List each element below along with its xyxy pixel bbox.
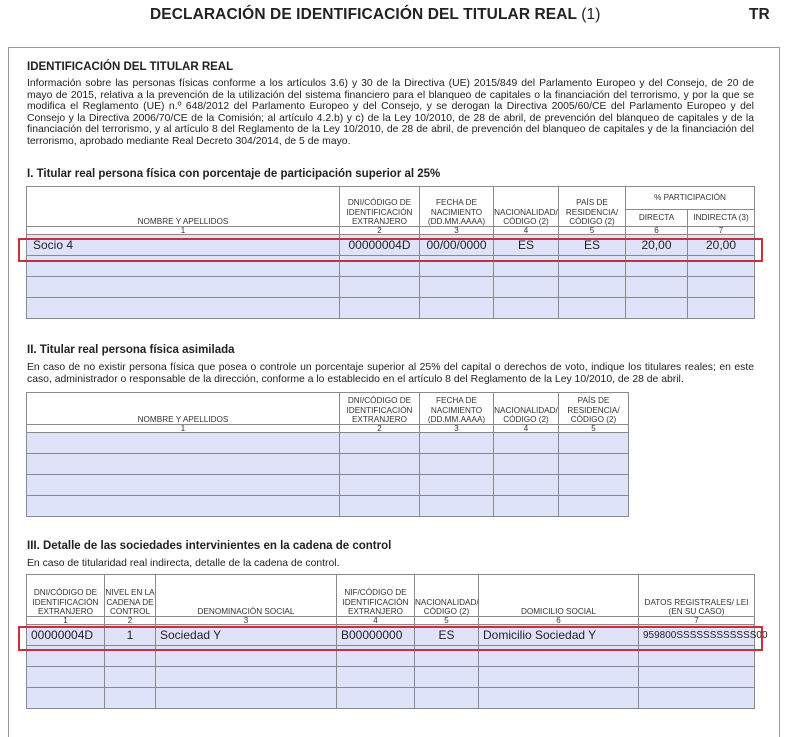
form-code: TR xyxy=(749,6,770,23)
s2-header-nationality: NACIONALIDAD/ CÓDIGO (2) xyxy=(494,393,559,425)
s3-level-field[interactable] xyxy=(105,646,156,667)
s1-dni-field[interactable] xyxy=(340,298,420,319)
s1-indirect-field[interactable] xyxy=(688,256,755,277)
s3-address-field[interactable] xyxy=(479,646,639,667)
s2-table-row xyxy=(27,454,629,475)
s3-registry-field[interactable] xyxy=(639,646,755,667)
s3-nationality-field[interactable] xyxy=(415,688,479,709)
s3-registry-field[interactable]: 959800SSSSSSSSSSSS00 xyxy=(639,625,755,646)
s2-name-field[interactable] xyxy=(27,496,340,517)
s3-nif-field[interactable] xyxy=(337,667,415,688)
s2-dni-field[interactable] xyxy=(340,454,420,475)
s3-address-field[interactable]: Domicilio Sociedad Y xyxy=(479,625,639,646)
s3-col-number: 3 xyxy=(156,617,337,625)
s2-header-country: PAÍS DE RESIDENCIA/ CÓDIGO (2) xyxy=(559,393,629,425)
s1-direct-field[interactable] xyxy=(626,298,688,319)
s3-nationality-field[interactable] xyxy=(415,646,479,667)
page-title xyxy=(150,6,601,24)
s2-nationality-field[interactable] xyxy=(494,475,559,496)
s2-col-number: 4 xyxy=(494,425,559,433)
s1-col-number: 6 xyxy=(626,227,688,235)
s3-col-number: 6 xyxy=(479,617,639,625)
s1-col-number: 7 xyxy=(688,227,755,235)
s1-header-birth: FECHA DE NACIMIENTO (DD.MM.AAAA) xyxy=(420,187,494,227)
s2-name-field[interactable] xyxy=(27,433,340,454)
s1-indirect-field[interactable] xyxy=(688,298,755,319)
s1-nationality-field[interactable] xyxy=(494,298,559,319)
s3-col-number: 1 xyxy=(27,617,105,625)
s2-birth-field[interactable] xyxy=(420,454,494,475)
s3-table-row xyxy=(27,646,755,667)
s2-nationality-field[interactable] xyxy=(494,433,559,454)
section3-table xyxy=(26,574,768,709)
s1-header-dni: DNI/CÓDIGO DE IDENTIFICACIÓN EXTRANJERO xyxy=(340,187,420,227)
s1-name-field[interactable]: Socio 4 xyxy=(27,235,340,256)
s2-country-field[interactable] xyxy=(559,454,629,475)
s2-col-number: 5 xyxy=(559,425,629,433)
s3-table-row xyxy=(27,625,755,646)
s3-header-company: DENOMINACIÓN SOCIAL xyxy=(156,575,337,617)
page-header xyxy=(0,0,787,34)
s2-nationality-field[interactable] xyxy=(494,454,559,475)
s3-address-field[interactable] xyxy=(479,667,639,688)
s3-registry-field[interactable] xyxy=(639,667,755,688)
s3-header-address: DOMICILIO SOCIAL xyxy=(479,575,639,617)
s1-header-indirect: INDIRECTA (3) xyxy=(688,210,755,227)
s2-header-birth: FECHA DE NACIMIENTO (DD.MM.AAAA) xyxy=(420,393,494,425)
s3-nationality-field[interactable] xyxy=(415,667,479,688)
s2-dni-field[interactable] xyxy=(340,496,420,517)
intro-text: Información sobre las personas físicas conforme a los artículos 3.6) y 30 de la Directiva (UE) 2015/849 del Parlamento Europeo y del Consejo, de 20 de mayo de 2015, relativa a la prevención de la utilización del sistema financiero para el blanqueo de capitales o la financiación del terrorismo, y por la que se modifica el Reglamento (UE) n.º 648/2012 del Parlamento Europeo y del Consejo, y se derogan la Directiva 2005/60/CE del Parlamento Europeo y del Consejo y la Directiva 2006/70/CE de la Comisión; al artículo 4.2.b) y c) de la Ley 10/2010, de 28 de abril, de prevención del blanqueo de capitales y de la financiación del terrorismo, y al artículo 8 del Reglamento de la Ley 10/2010, de 28 de abril, de prevención del blanqueo de capitales y de la financiación del terrorismo, aprobado mediante Real Decreto 304/2014, de 5 de mayo. xyxy=(27,78,754,147)
s3-col-number: 7 xyxy=(639,617,755,625)
s2-nationality-field[interactable] xyxy=(494,496,559,517)
section3-title: III. Detalle de las sociedades intervinientes en la cadena de control xyxy=(27,540,392,552)
s1-name-field[interactable] xyxy=(27,256,340,277)
s1-birth-field[interactable] xyxy=(420,277,494,298)
s3-table-row xyxy=(27,667,755,688)
s3-header-nif: NIF/CÓDIGO DE IDENTIFICACIÓN EXTRANJERO xyxy=(337,575,415,617)
s3-company-field[interactable]: Sociedad Y xyxy=(156,625,337,646)
s2-name-field[interactable] xyxy=(27,454,340,475)
s2-col-number: 3 xyxy=(420,425,494,433)
s3-level-field[interactable]: 1 xyxy=(105,625,156,646)
s3-col-number: 2 xyxy=(105,617,156,625)
s2-header-name: NOMBRE Y APELLIDOS xyxy=(27,393,340,425)
s2-table-row xyxy=(27,433,629,454)
s3-level-field[interactable] xyxy=(105,688,156,709)
s2-dni-field[interactable] xyxy=(340,475,420,496)
s3-nif-field[interactable]: B00000000 xyxy=(337,625,415,646)
s2-birth-field[interactable] xyxy=(420,433,494,454)
s3-dni-field[interactable]: 00000004D xyxy=(27,625,105,646)
s1-nationality-field[interactable] xyxy=(494,277,559,298)
s1-table-row xyxy=(27,235,755,256)
s3-dni-field[interactable] xyxy=(27,646,105,667)
s1-name-field[interactable] xyxy=(27,298,340,319)
s3-table-row xyxy=(27,688,755,709)
s1-birth-field[interactable] xyxy=(420,298,494,319)
s2-col-number: 1 xyxy=(27,425,340,433)
s3-col-number: 5 xyxy=(415,617,479,625)
s3-nif-field[interactable] xyxy=(337,646,415,667)
s2-table-row xyxy=(27,475,629,496)
s3-address-field[interactable] xyxy=(479,688,639,709)
s2-birth-field[interactable] xyxy=(420,496,494,517)
s1-country-field[interactable]: ES xyxy=(559,235,626,256)
s1-col-number: 2 xyxy=(340,227,420,235)
page-title-note: (1) xyxy=(581,6,601,23)
section1-title: I. Titular real persona física con porcentaje de participación superior al 25% xyxy=(27,168,441,180)
s1-table-row xyxy=(27,277,755,298)
s1-nationality-field[interactable]: ES xyxy=(494,235,559,256)
s1-country-field[interactable] xyxy=(559,277,626,298)
s2-country-field[interactable] xyxy=(559,475,629,496)
s1-dni-field[interactable] xyxy=(340,256,420,277)
s2-dni-field[interactable] xyxy=(340,433,420,454)
page-title-text: DECLARACIÓN DE IDENTIFICACIÓN DEL TITULAR REAL xyxy=(150,6,577,23)
s2-name-field[interactable] xyxy=(27,475,340,496)
s1-nationality-field[interactable] xyxy=(494,256,559,277)
section2-table xyxy=(26,392,629,517)
s3-nif-field[interactable] xyxy=(337,688,415,709)
s2-country-field[interactable] xyxy=(559,496,629,517)
s1-header-nationality: NACIONALIDAD/ CÓDIGO (2) xyxy=(494,187,559,227)
s1-birth-field[interactable]: 00/00/0000 xyxy=(420,235,494,256)
s2-birth-field[interactable] xyxy=(420,475,494,496)
s1-dni-field[interactable] xyxy=(340,277,420,298)
s3-col-number: 4 xyxy=(337,617,415,625)
s3-company-field[interactable] xyxy=(156,688,337,709)
s2-country-field[interactable] xyxy=(559,433,629,454)
s1-name-field[interactable] xyxy=(27,277,340,298)
s3-registry-field[interactable] xyxy=(639,688,755,709)
s3-company-field[interactable] xyxy=(156,667,337,688)
s3-dni-field[interactable] xyxy=(27,688,105,709)
s2-header-dni: DNI/CÓDIGO DE IDENTIFICACIÓN EXTRANJERO xyxy=(340,393,420,425)
s3-header-level: NIVEL EN LA CADENA DE CONTROL xyxy=(105,575,156,617)
s1-direct-field[interactable] xyxy=(626,277,688,298)
s2-col-number: 2 xyxy=(340,425,420,433)
s1-table-row xyxy=(27,298,755,319)
intro-heading: IDENTIFICACIÓN DEL TITULAR REAL xyxy=(27,61,234,73)
s3-nationality-field[interactable]: ES xyxy=(415,625,479,646)
s1-col-number: 5 xyxy=(559,227,626,235)
section2-title: II. Titular real persona física asimilada xyxy=(27,344,235,356)
s1-header-pct: % PARTICIPACIÓN xyxy=(626,187,755,210)
s1-direct-field[interactable]: 20,00 xyxy=(626,235,688,256)
s2-table-row xyxy=(27,496,629,517)
s1-indirect-field[interactable]: 20,00 xyxy=(688,235,755,256)
section3-text: En caso de titularidad real indirecta, detalle de la cadena de control. xyxy=(27,558,340,569)
s1-dni-field[interactable]: 00000004D xyxy=(340,235,420,256)
s1-indirect-field[interactable] xyxy=(688,277,755,298)
s1-col-number: 1 xyxy=(27,227,340,235)
section2-text: En caso de no existir persona física que posea o controle un porcentaje superior al 25% del capital o derechos de voto, indique los titulares reales; en este caso, administrador o responsable de la dirección, conforme a lo establecido en el artículo 8 del Reglamento de la Ley 10/2010, de 28 de abril. xyxy=(27,362,754,385)
section1-table xyxy=(26,186,755,319)
s1-country-field[interactable] xyxy=(559,298,626,319)
s1-header-name: NOMBRE Y APELLIDOS xyxy=(27,187,340,227)
s1-header-direct: DIRECTA xyxy=(626,210,688,227)
s3-company-field[interactable] xyxy=(156,646,337,667)
s1-header-country: PAÍS DE RESIDENCIA/ CÓDIGO (2) xyxy=(559,187,626,227)
s3-level-field[interactable] xyxy=(105,667,156,688)
s1-direct-field[interactable] xyxy=(626,256,688,277)
s3-dni-field[interactable] xyxy=(27,667,105,688)
s1-col-number: 4 xyxy=(494,227,559,235)
s1-birth-field[interactable] xyxy=(420,256,494,277)
s1-col-number: 3 xyxy=(420,227,494,235)
s1-table-row xyxy=(27,256,755,277)
s3-header-registry: DATOS REGISTRALES/ LEI (EN SU CASO) xyxy=(639,575,755,617)
s3-header-nationality: NACIONALIDAD/ CÓDIGO (2) xyxy=(415,575,479,617)
s3-header-dni: DNI/CÓDIGO DE IDENTIFICACIÓN EXTRANJERO xyxy=(27,575,105,617)
s1-country-field[interactable] xyxy=(559,256,626,277)
